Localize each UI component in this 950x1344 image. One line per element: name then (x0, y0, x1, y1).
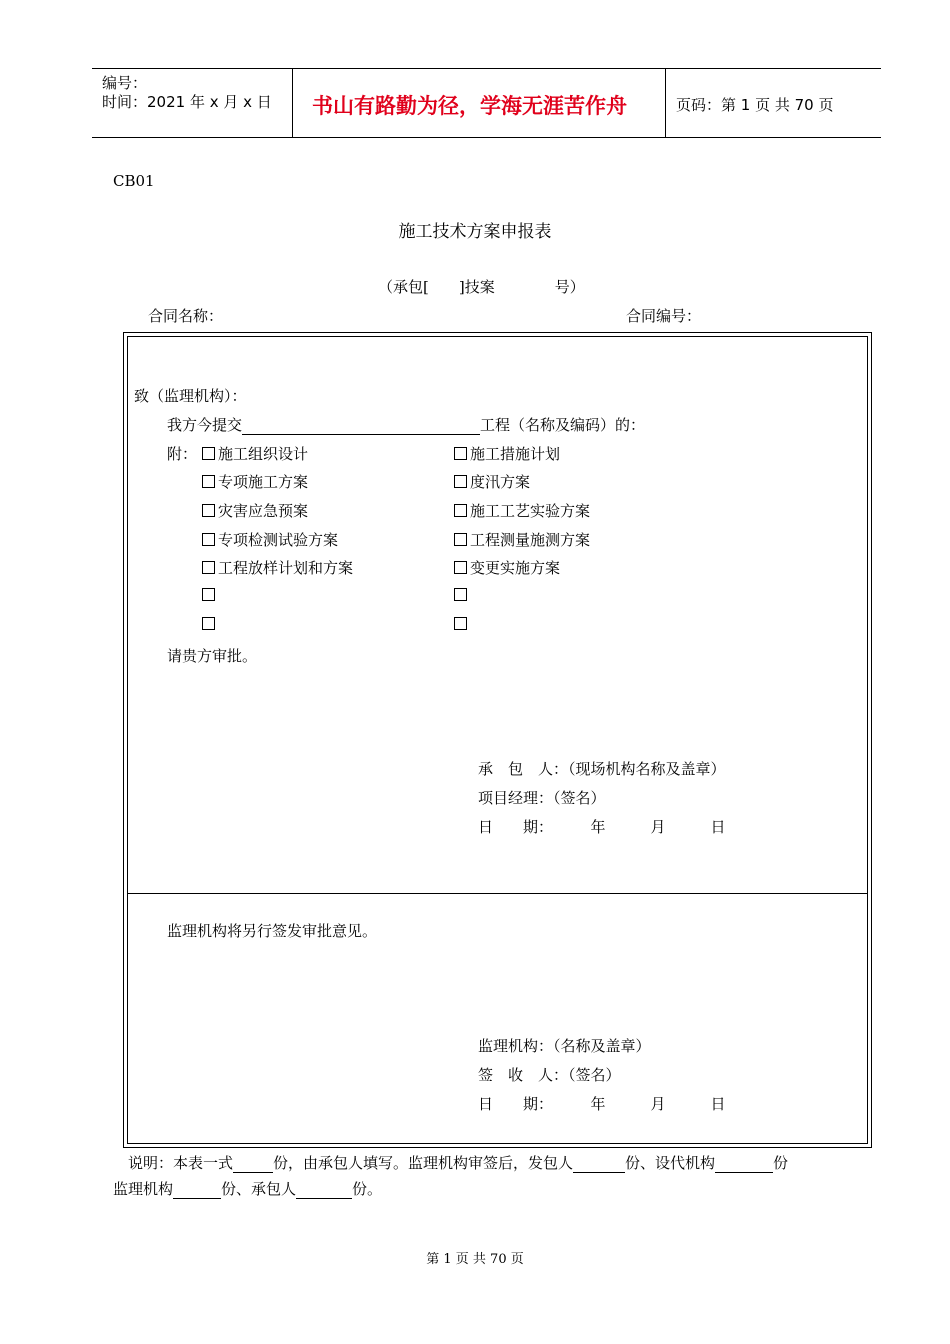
checkbox[interactable] (454, 533, 467, 546)
header-divider (665, 69, 666, 137)
approval-request: 请贵方审批。 (167, 647, 258, 665)
option-special-construction-plan[interactable]: 专项施工方案 (202, 471, 308, 492)
checkbox[interactable] (202, 617, 215, 630)
page-footer: 第 1 页 共 70 页 (426, 1252, 524, 1267)
contract-name-label: 合同名称： (148, 307, 224, 325)
contract-number-label: 合同编号： (626, 307, 702, 325)
attachment-label: 附： (167, 445, 198, 463)
option-blank-right-2[interactable] (454, 615, 470, 633)
copies-contractor-blank[interactable] (296, 1184, 352, 1199)
checkbox[interactable] (454, 504, 467, 517)
copies-supervisor-blank[interactable] (173, 1184, 221, 1199)
checkbox[interactable] (202, 475, 215, 488)
copies-design-blank[interactable] (715, 1158, 773, 1173)
checkbox[interactable] (202, 588, 215, 601)
motto-text: 书山有路勤为径，学海无涯苦作舟 (312, 93, 627, 118)
footnote-line-2: 监理机构 份、承包人 份。 (113, 1180, 383, 1198)
project-manager-line: 项目经理：（签名） (478, 789, 606, 807)
form-code: CB01 (113, 172, 155, 190)
serial-label: 编号： (102, 74, 148, 92)
option-blank-right-1[interactable] (454, 586, 470, 604)
option-special-testing-plan[interactable]: 专项检测试验方案 (202, 529, 338, 550)
contractor-signature-line: 承 包 人：（现场机构名称及盖章） (478, 760, 726, 778)
supervisor-date-line: 日 期： 年 月 日 (478, 1095, 726, 1113)
checkbox[interactable] (202, 561, 215, 574)
application-form-box (123, 332, 872, 1148)
checkbox[interactable] (202, 533, 215, 546)
checkbox[interactable] (202, 447, 215, 460)
page-number-text: 页码：第 1 页 共 70 页 (676, 96, 834, 114)
footnote-line-1: 说明：本表一式 份，由承包人填写。监理机构审签后，发包人 份、设代机构 份 (128, 1154, 789, 1172)
submission-line (167, 414, 645, 435)
copies-total-blank[interactable] (233, 1158, 273, 1173)
contractor-date-line: 日 期： 年 月 日 (478, 818, 726, 836)
option-construction-design[interactable]: 施工组织设计 (202, 443, 308, 464)
document-header (92, 68, 881, 138)
supervisor-signature-line: 监理机构：（名称及盖章） (478, 1037, 651, 1055)
option-layout-plan[interactable]: 工程放样计划和方案 (202, 557, 353, 578)
option-blank-left-2[interactable] (202, 615, 218, 633)
option-change-implementation[interactable]: 变更实施方案 (454, 557, 560, 578)
header-divider (292, 69, 293, 137)
supervisor-note: 监理机构将另行签发审批意见。 (167, 922, 378, 940)
page-title: 施工技术方案申报表 (398, 222, 552, 242)
checkbox[interactable] (454, 588, 467, 601)
option-process-test-plan[interactable]: 施工工艺实验方案 (454, 500, 590, 521)
section-divider (128, 893, 867, 894)
option-construction-measures[interactable]: 施工措施计划 (454, 443, 560, 464)
option-survey-plan[interactable]: 工程测量施测方案 (454, 529, 590, 550)
receiver-line: 签 收 人：（签名） (478, 1066, 621, 1084)
time-text: 时间：2021 年 x 月 x 日 (102, 93, 272, 111)
addressee-line: 致（监理机构）： (134, 387, 247, 405)
project-name-blank[interactable] (242, 420, 480, 435)
application-number: （承包[ ]技案 号） (378, 278, 585, 296)
checkbox[interactable] (454, 561, 467, 574)
checkbox[interactable] (454, 617, 467, 630)
option-disaster-emergency-plan[interactable]: 灾害应急预案 (202, 500, 308, 521)
submission-prefix: 我方今提交 (167, 416, 243, 434)
option-flood-plan[interactable]: 度汛方案 (454, 471, 530, 492)
checkbox[interactable] (454, 447, 467, 460)
submission-suffix: 工程（名称及编码）的： (480, 416, 646, 434)
checkbox[interactable] (202, 504, 215, 517)
copies-owner-blank[interactable] (573, 1158, 625, 1173)
checkbox[interactable] (454, 475, 467, 488)
option-blank-left-1[interactable] (202, 586, 218, 604)
